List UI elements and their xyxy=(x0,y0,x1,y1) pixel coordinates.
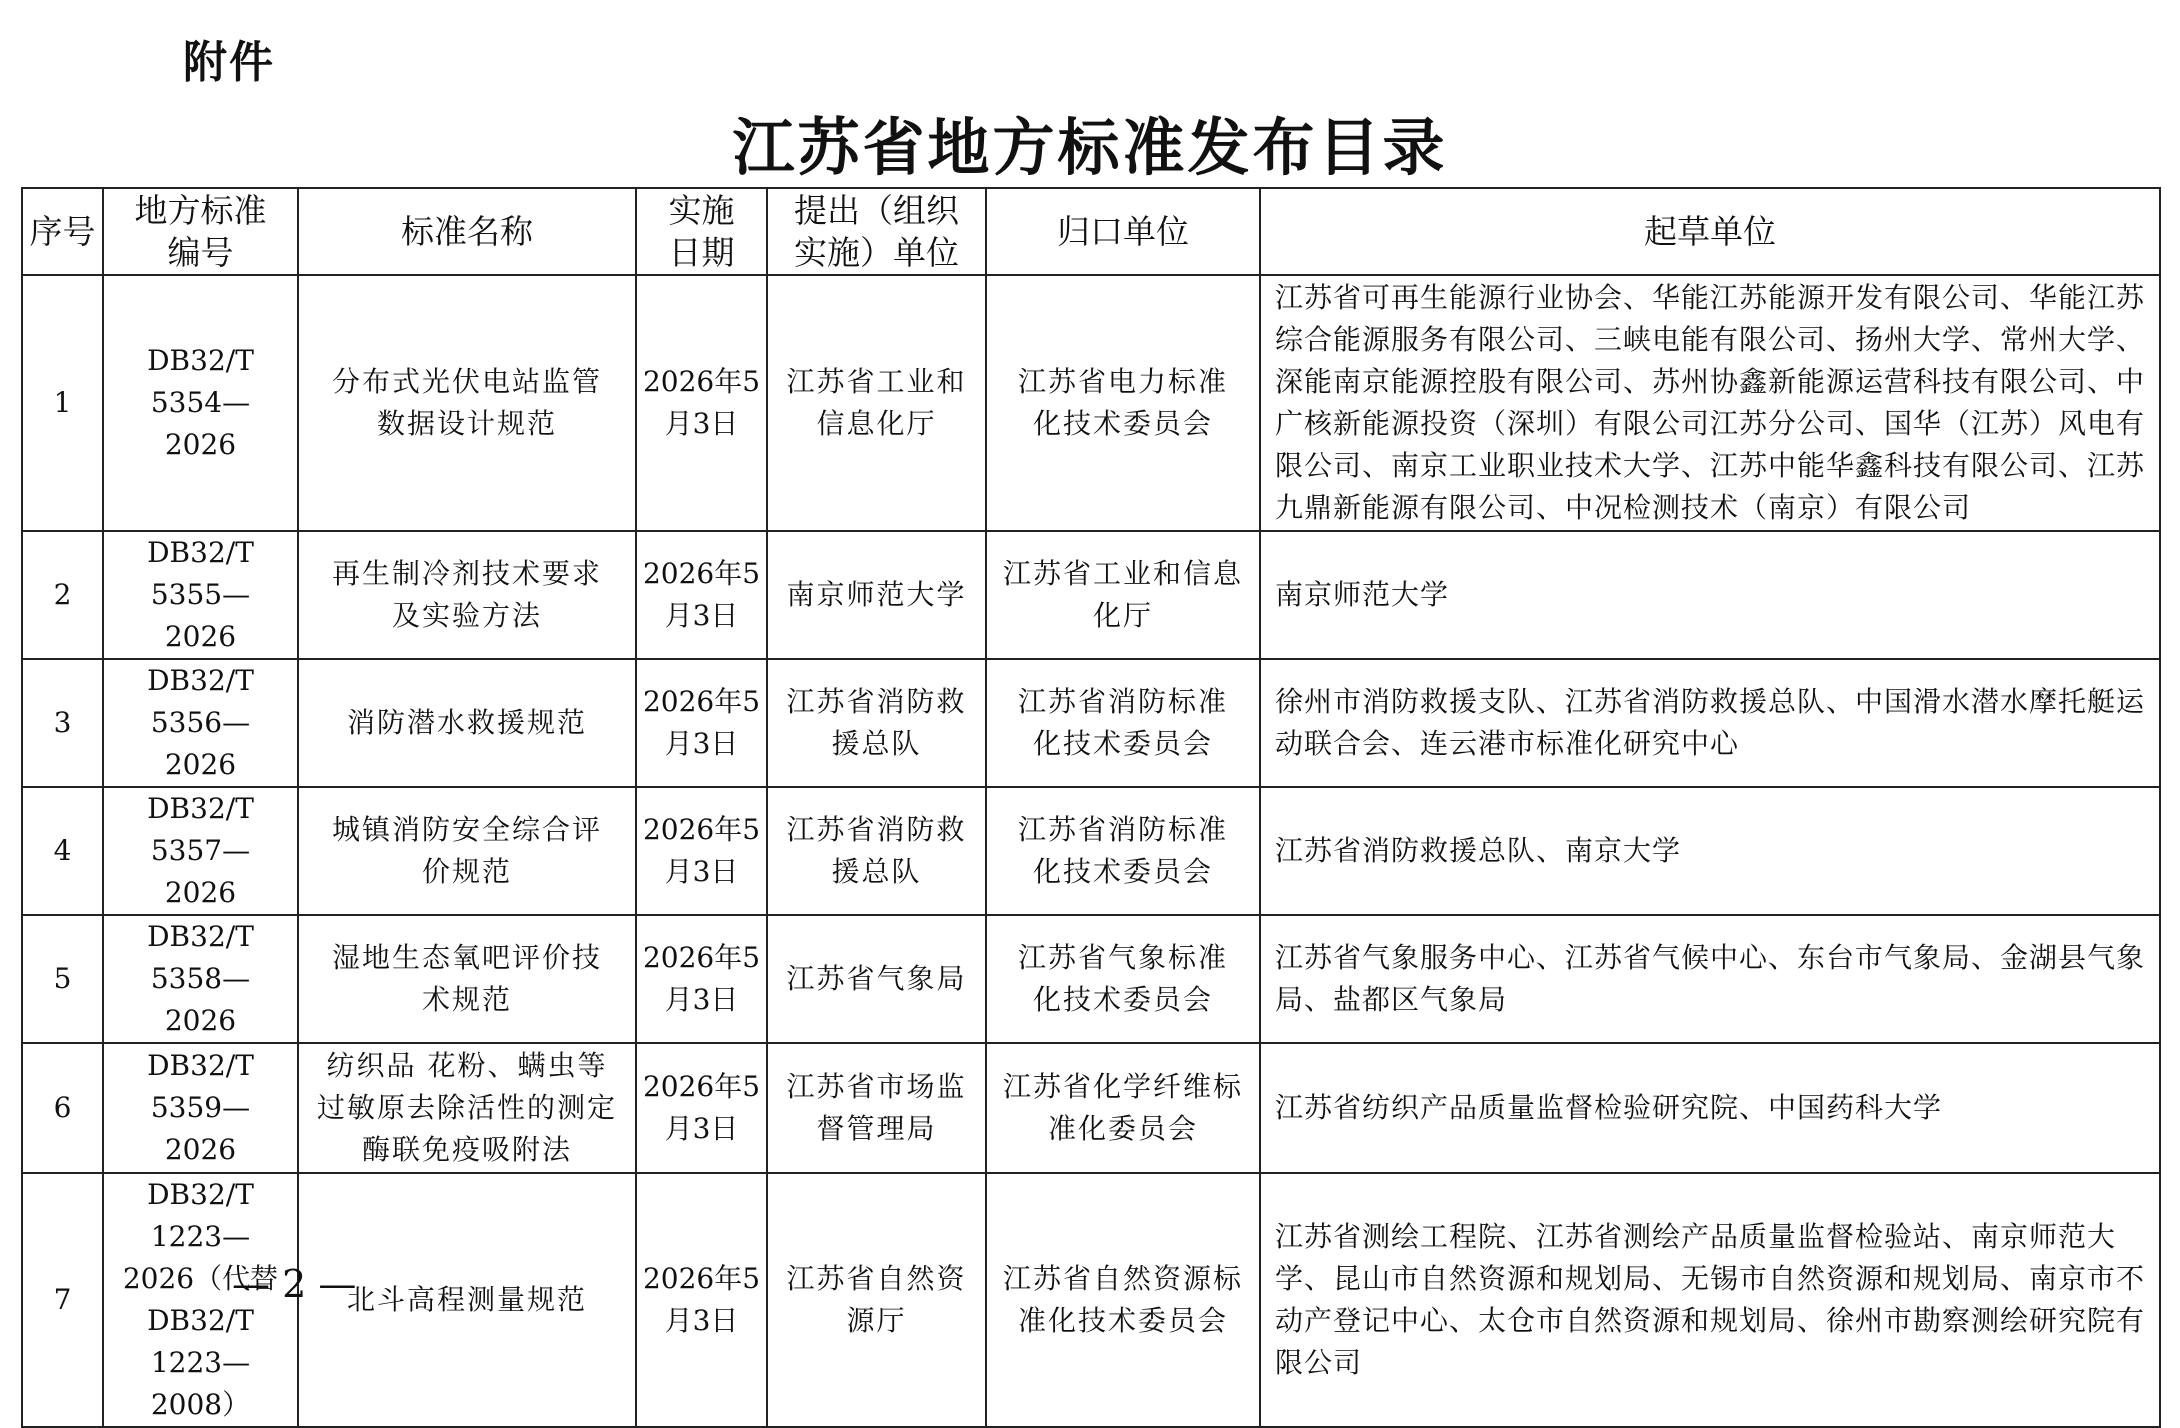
row-date: 2026年5月3日 xyxy=(636,787,767,915)
table-row xyxy=(22,275,2160,531)
row-centralizer: 江苏省电力标准化技术委员会 xyxy=(986,275,1260,531)
row-proposer: 江苏省消防救援总队 xyxy=(767,787,986,915)
row-proposer: 江苏省自然资源厅 xyxy=(767,1173,986,1427)
row-name: 消防潜水救援规范 xyxy=(298,659,636,787)
row-name: 湿地生态氧吧评价技术规范 xyxy=(298,915,636,1043)
page-title: 江苏省地方标准发布目录 xyxy=(732,111,1448,184)
table-row xyxy=(22,787,2160,915)
row-no: 1 xyxy=(22,275,103,531)
row-date: 2026年5月3日 xyxy=(636,659,767,787)
row-no: 2 xyxy=(22,531,103,659)
row-proposer: 江苏省工业和信息化厅 xyxy=(767,275,986,531)
row-name: 再生制冷剂技术要求及实验方法 xyxy=(298,531,636,659)
table-row xyxy=(22,1043,2160,1173)
row-date: 2026年5月3日 xyxy=(636,531,767,659)
row-drafter: 江苏省纺织产品质量监督检验研究院、中国药科大学 xyxy=(1260,1043,2160,1173)
row-code: DB32/T 5359—2026 xyxy=(103,1043,298,1173)
row-no: 6 xyxy=(22,1043,103,1173)
row-code: DB32/T 5358—2026 xyxy=(103,915,298,1043)
row-centralizer: 江苏省气象标准化技术委员会 xyxy=(986,915,1260,1043)
row-proposer: 江苏省气象局 xyxy=(767,915,986,1043)
row-code: DB32/T 5357—2026 xyxy=(103,787,298,915)
row-no: 4 xyxy=(22,787,103,915)
row-proposer: 江苏省市场监督管理局 xyxy=(767,1043,986,1173)
header-drafter: 起草单位 xyxy=(1260,188,2160,275)
row-name: 分布式光伏电站监管数据设计规范 xyxy=(298,275,636,531)
attachment-label: 附件 xyxy=(183,37,275,88)
row-centralizer: 江苏省消防标准化技术委员会 xyxy=(986,787,1260,915)
row-centralizer: 江苏省自然资源标准化技术委员会 xyxy=(986,1173,1260,1427)
row-name: 纺织品 花粉、螨虫等过敏原去除活性的测定 酶联免疫吸附法 xyxy=(298,1043,636,1173)
row-date: 2026年5月3日 xyxy=(636,915,767,1043)
page-number: — 2 — xyxy=(232,1262,357,1306)
header-date: 实施日期 xyxy=(636,188,767,275)
row-code: DB32/T 5354—2026 xyxy=(103,275,298,531)
row-date: 2026年5月3日 xyxy=(636,1043,767,1173)
row-proposer: 江苏省消防救援总队 xyxy=(767,659,986,787)
row-date: 2026年5月3日 xyxy=(636,1173,767,1427)
row-name: 北斗高程测量规范 xyxy=(298,1173,636,1427)
row-code: DB32/T 5355—2026 xyxy=(103,531,298,659)
table-row xyxy=(22,531,2160,659)
row-code: DB32/T 1223—2026（代替DB32/T 1223—2008） xyxy=(103,1173,298,1427)
header-proposer: 提出（组织实施）单位 xyxy=(767,188,986,275)
row-drafter: 徐州市消防救援支队、江苏省消防救援总队、中国滑水潜水摩托艇运动联合会、连云港市标准化研究中心 xyxy=(1260,659,2160,787)
header-no: 序号 xyxy=(22,188,103,275)
row-date: 2026年5月3日 xyxy=(636,275,767,531)
table-row xyxy=(22,659,2160,787)
header-name: 标准名称 xyxy=(298,188,636,275)
row-no: 3 xyxy=(22,659,103,787)
header-centralizer: 归口单位 xyxy=(986,188,1260,275)
row-drafter: 江苏省测绘工程院、江苏省测绘产品质量监督检验站、南京师范大学、昆山市自然资源和规划局、无锡市自然资源和规划局、南京市不动产登记中心、太仓市自然资源和规划局、徐州市勘察测绘研究院有限公司 xyxy=(1260,1173,2160,1427)
row-drafter: 南京师范大学 xyxy=(1260,531,2160,659)
row-no: 5 xyxy=(22,915,103,1043)
header-code: 地方标准编号 xyxy=(103,188,298,275)
table-row xyxy=(22,915,2160,1043)
row-drafter: 江苏省消防救援总队、南京大学 xyxy=(1260,787,2160,915)
row-drafter: 江苏省可再生能源行业协会、华能江苏能源开发有限公司、华能江苏综合能源服务有限公司、三峡电能有限公司、扬州大学、常州大学、深能南京能源控股有限公司、苏州协鑫新能源运营科技有限公司、中广核新能源投资（深圳）有限公司江苏分公司、国华（江苏）风电有限公司、南京工业职业技术大学、江苏中能华鑫科技有限公司、江苏九鼎新能源有限公司、中况检测技术（南京）有限公司 xyxy=(1260,275,2160,531)
row-centralizer: 江苏省工业和信息化厅 xyxy=(986,531,1260,659)
table-header-row xyxy=(22,188,2160,275)
row-proposer: 南京师范大学 xyxy=(767,531,986,659)
row-no: 7 xyxy=(22,1173,103,1427)
row-code: DB32/T 5356—2026 xyxy=(103,659,298,787)
row-centralizer: 江苏省消防标准化技术委员会 xyxy=(986,659,1260,787)
row-drafter: 江苏省气象服务中心、江苏省气候中心、东台市气象局、金湖县气象局、盐都区气象局 xyxy=(1260,915,2160,1043)
standards-table xyxy=(21,187,2161,1428)
row-name: 城镇消防安全综合评价规范 xyxy=(298,787,636,915)
row-centralizer: 江苏省化学纤维标准化委员会 xyxy=(986,1043,1260,1173)
